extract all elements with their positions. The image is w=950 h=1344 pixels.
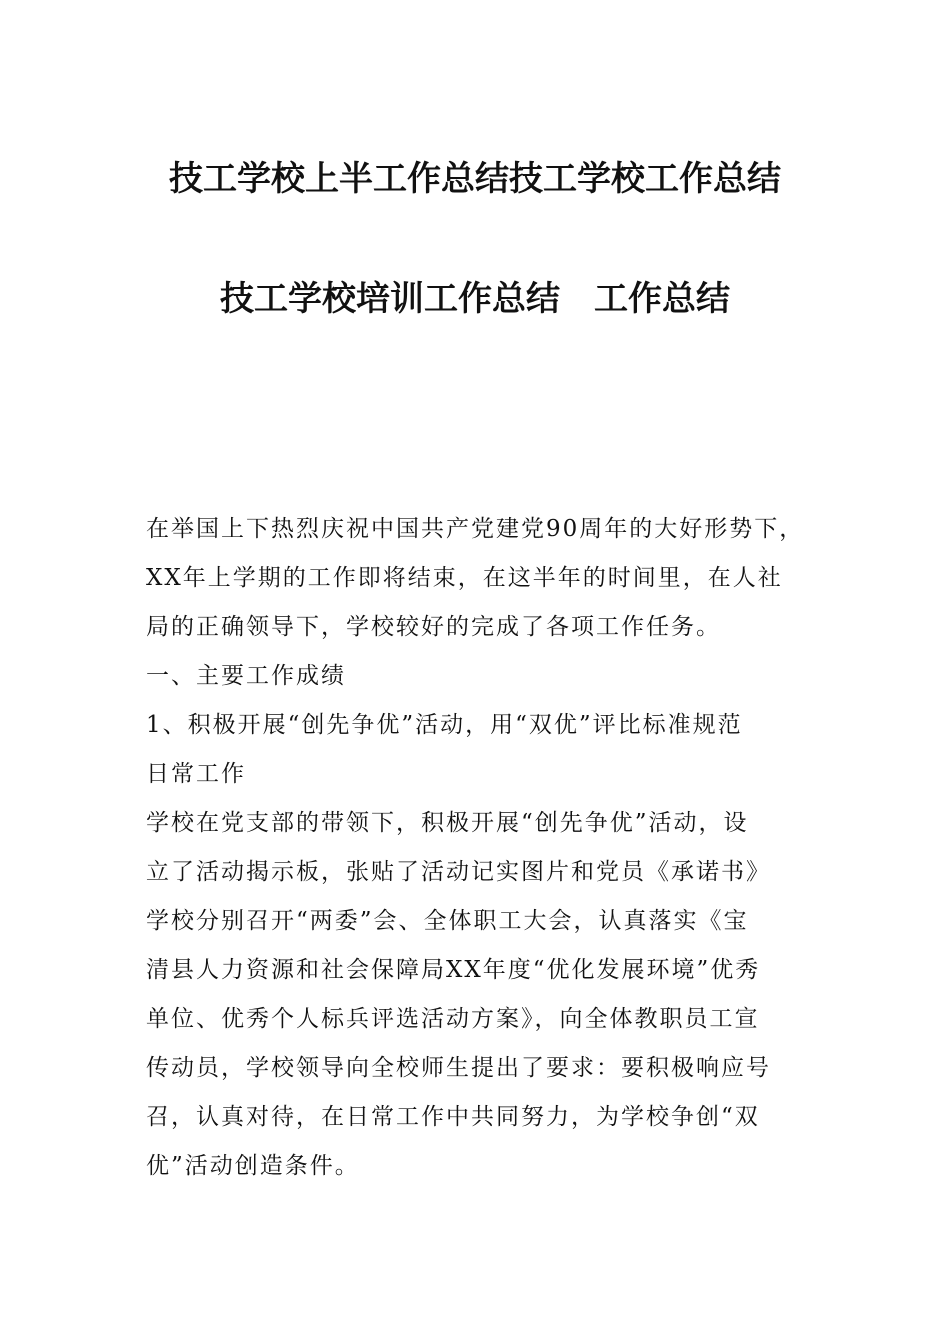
body-line: 传动员，学校领导向全校师生提出了要求：要积极响应号 bbox=[146, 1055, 771, 1081]
body-line: 立了活动揭示板，张贴了活动记实图片和党员《承诺书》 bbox=[146, 859, 771, 885]
body-line: 在举国上下热烈庆祝中国共产党建党90周年的大好形势下， bbox=[146, 516, 805, 542]
body-line: 单位、优秀个人标兵评选活动方案》，向全体教职员工宣 bbox=[146, 1006, 760, 1032]
document-title-line-2: 技工学校培训工作总结 工作总结 bbox=[220, 279, 730, 319]
body-line: XX年上学期的工作即将结束，在这半年的时间里，在人社 bbox=[146, 565, 783, 591]
body-line: 清县人力资源和社会保障局XX年度“优化发展环境”优秀 bbox=[146, 957, 761, 983]
document-title-line-1: 技工学校上半工作总结技工学校工作总结 bbox=[169, 159, 781, 199]
body-line: 召，认真对待，在日常工作中共同努力，为学校争创“双 bbox=[146, 1104, 760, 1130]
subsection-heading: 1、积极开展“创先争优”活动，用“双优”评比标准规范 bbox=[146, 712, 743, 738]
document-body bbox=[146, 505, 811, 1191]
body-line: 优”活动创造条件。 bbox=[146, 1153, 360, 1179]
body-line: 学校分别召开“两委”会、全体职工大会，认真落实《宝 bbox=[146, 908, 749, 934]
subsection-heading-continued: 日常工作 bbox=[146, 761, 246, 787]
body-line: 局的正确领导下，学校较好的完成了各项工作任务。 bbox=[146, 614, 721, 640]
section-heading: 一、主要工作成绩 bbox=[146, 663, 346, 689]
body-line: 学校在党支部的带领下，积极开展“创先争优”活动，设 bbox=[146, 810, 749, 836]
